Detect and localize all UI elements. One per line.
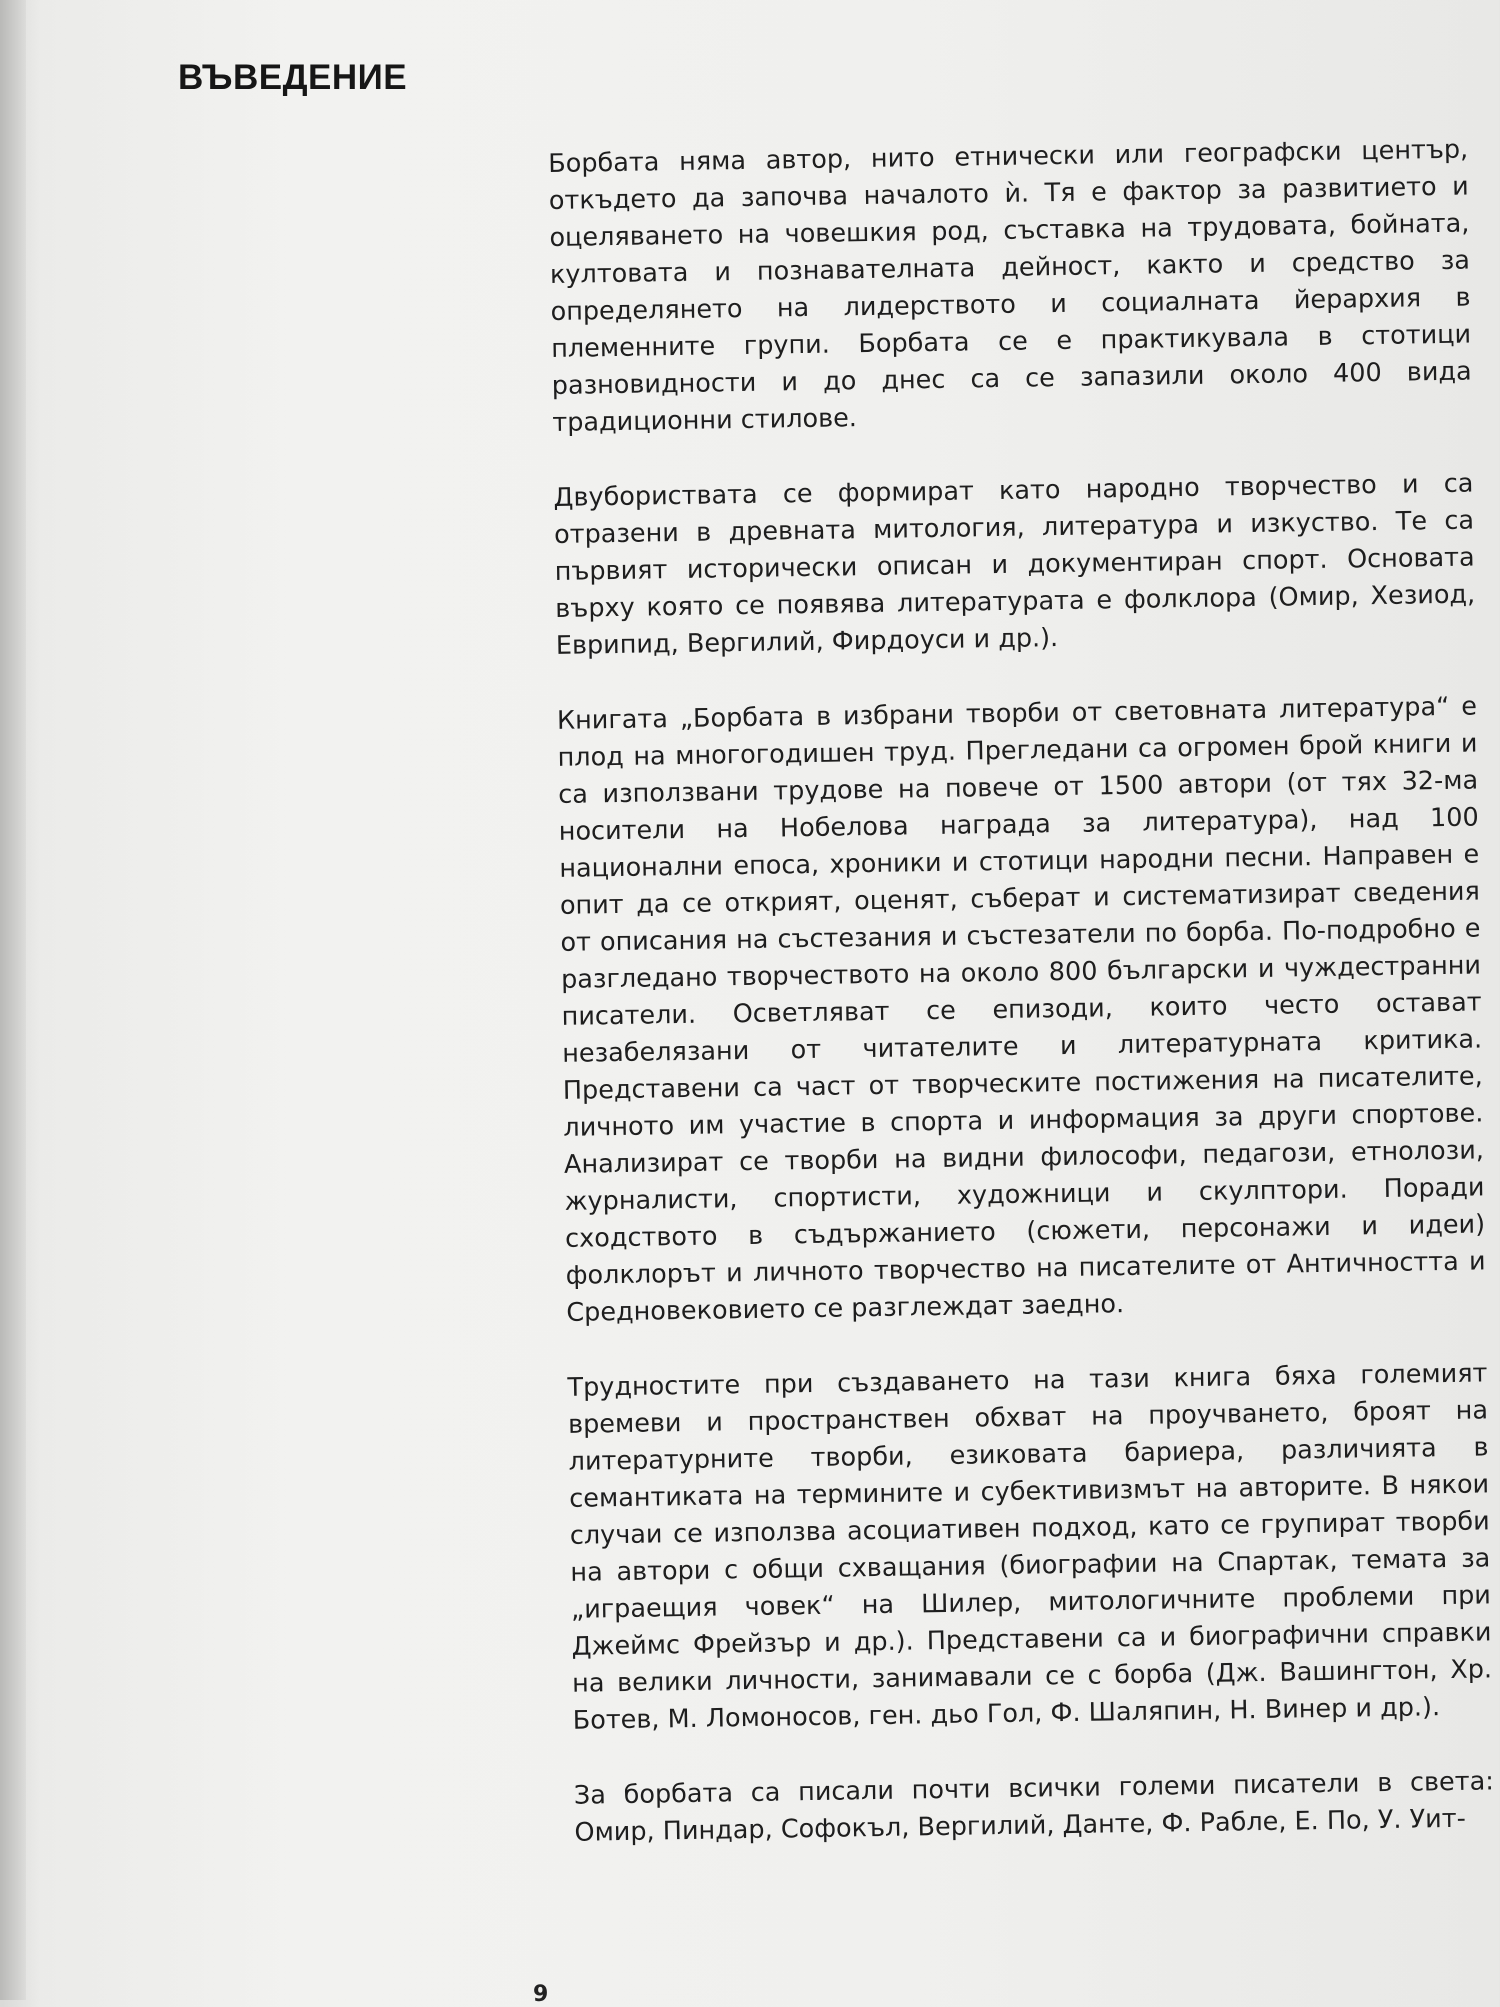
paragraph-5: За борбата са писали почти всички големи писатели в света: Омир, Пиндар, Софокъл, Вергилий, Данте, Ф. Рабле, Е. По, У. Уит- xyxy=(573,1766,1495,1848)
text-column xyxy=(548,132,1495,1890)
paragraph-1: Борбата няма автор, нито етнически или географски център, откъдето да започва началото ѝ. Тя е фактор за развитието и оцеляването на човешкия род, съставка на трудовата, бойната, култовата и познавателната дейност, както и средство за определянето на лидерството и социалната йерархия в племенните групи. Борбата се е практикувала в стотици разновидности и до днес са се запазили около 400 вида традиционни стилове. xyxy=(548,134,1472,438)
page-title: ВЪВЕДЕНИЕ xyxy=(178,58,408,97)
book-spine-shadow xyxy=(0,0,26,2000)
paragraph-2: Двубориствата се формират като народно творчество и са отразени в древната митология, литература и изкуство. Те са първият исторически описан и документиран спорт. Основата върху която се появява литературата е фолклора (Омир, Хезиод, Еврипид, Вергилий, Фирдоуси и др.). xyxy=(553,468,1476,661)
paragraph-4: Трудностите при създаването на тази книга бяха големият времеви и пространствен обхват на проучването, броят на литературните творби, езиковата бариера, различията в семантиката на термините и субективизмът на авторите. В някои случаи се използва асоциативен подход, като се групират творби на автори с общи схващания (биографии на Спартак, темата за „играещия човек“ на Шилер, митологичните проблеми при Джеймс Фрейзър и др.). Представени са и биографични справки на велики личности, занимавали се с борба (Дж. Вашингтон, Хр. Ботев, М. Ломоносов, ген. дьо Гол, Ф. Шаляпин, Н. Винер и др.). xyxy=(567,1358,1493,1736)
paragraph-3: Книгата „Борбата в избрани творби от световната литература“ е плод на многогодишен труд. Прегледани са огромен брой книги и са използвани трудове на повече от 1500 автори (от тях 32-ма носители на Нобелова награда за литература), над 100 национални епоса, хроники и стотици народни песни. Направен е опит да се открият, оценят, съберат и систематизират сведения от описания на състезания и състезатели по борба. По-подробно е разгледано творчеството на около 800 български и чуждестранни писатели. Осветляват се епизоди, които често остават незабелязани от читателите и литературната критика. Представени са част от творческите постижения на писателите, личното им участие в спорта и информация за други спортове. Анализират се творби на видни философи, педагози, етнолози, журналисти, спортисти, художници и скулптори. Поради сходството в съдържанието (сюжети, персонажи и идеи) фолклорът и личното творчество на писателите от Античността и Средновековието се разглеждат заедно. xyxy=(556,691,1486,1328)
page-number: 9 xyxy=(533,1982,549,2007)
